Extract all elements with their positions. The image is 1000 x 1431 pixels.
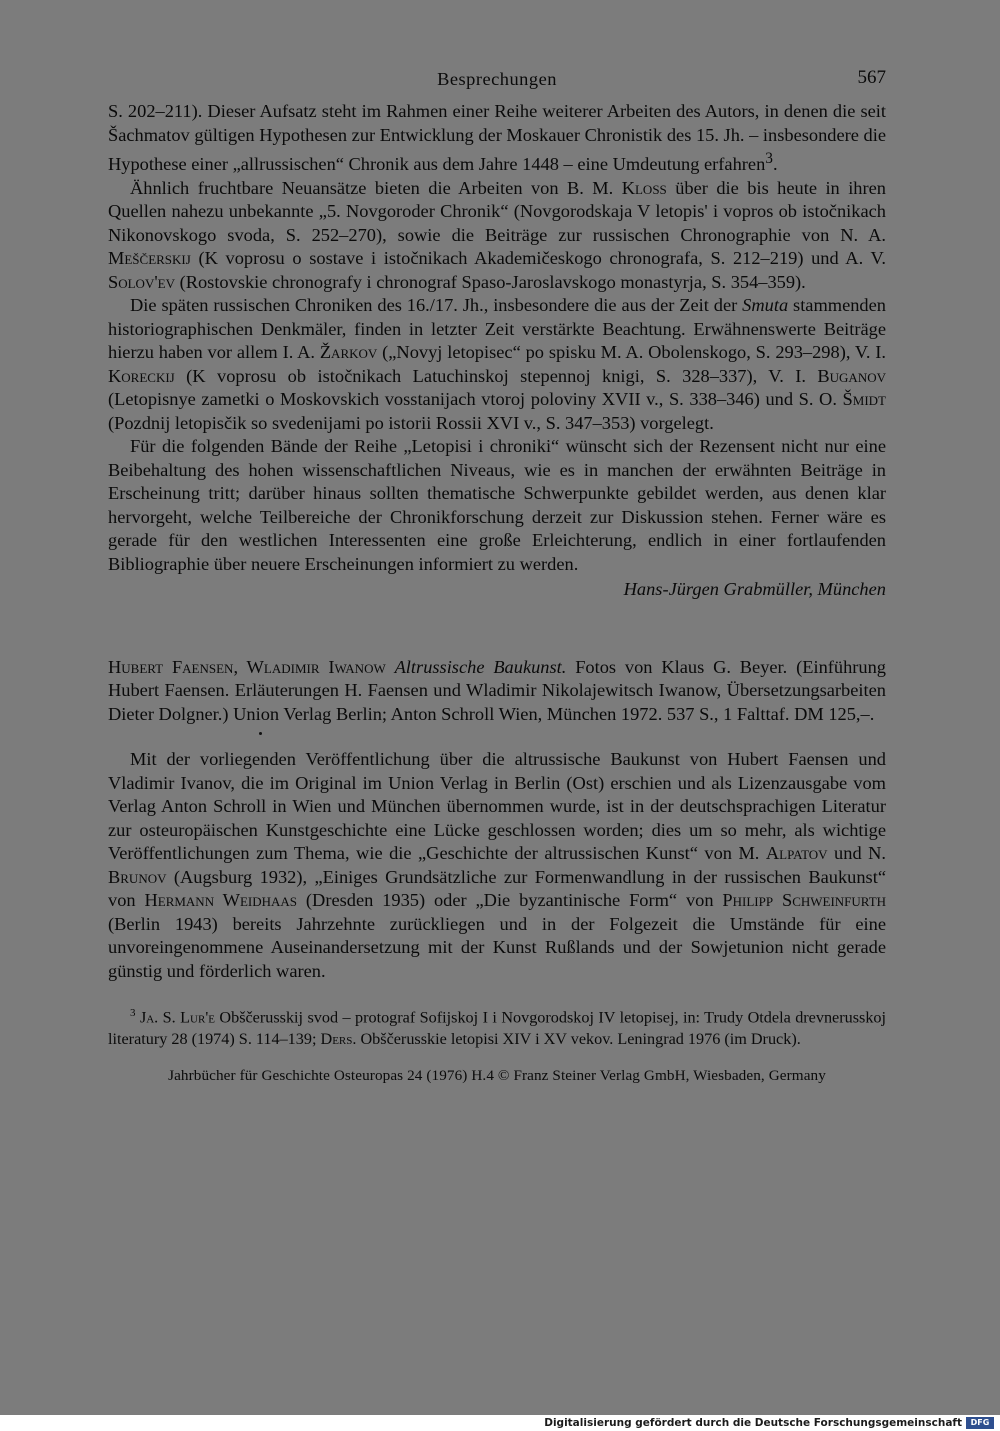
ders-abbrev: Ders.	[320, 1029, 357, 1048]
author-schweinfurth: Philipp Schweinfurth	[722, 890, 887, 911]
scan-speck	[259, 732, 262, 735]
review-citation: Hubert Faensen, Wladimir Iwanow Altrussische Baukunst. Fotos von Klaus G. Beyer. (Einführung Hubert Faensen. Erläuterungen H. Faensen und Wladimir Nikolajewitsch Iwanow, Übersetzungsarbeiten Dieter Dolgner.) Union Verlag Berlin; Anton Schroll Wien, München 1972. 537 S., 1 Falttaf. DM 125,–.	[108, 656, 886, 724]
dfg-credit: Digitalisierung gefördert durch die Deutsche Forschungsgemeinschaft	[544, 1417, 962, 1429]
author-mescerskij: Meščerskij	[108, 248, 191, 269]
reviewer-signature: Hans-Jürgen Grabmüller, München	[623, 579, 886, 600]
author-zarkov: Žarkov	[319, 342, 378, 363]
page-number: 567	[857, 67, 886, 88]
footnote-number: 3	[130, 1007, 136, 1020]
term-smuta: Smuta	[742, 295, 789, 316]
author-koreckij: Koreckij	[108, 365, 175, 386]
author-alpatov: Alpatov	[765, 843, 828, 864]
journal-imprint: Jahrbücher für Geschichte Osteuropas 24 (1976) H.4 © Franz Steiner Verlag GmbH, Wiesbaden, Germany	[168, 1066, 826, 1084]
running-header	[108, 60, 886, 100]
author-buganov: Buganov	[817, 365, 886, 386]
footnote-ref-3[interactable]: 3	[765, 150, 773, 167]
author-kloss: Kloss	[621, 177, 667, 198]
author-brunov: Brunov	[108, 866, 167, 887]
review-authors: Hubert Faensen, Wladimir Iwanow	[108, 656, 386, 677]
paragraph-2: Ähnlich fruchtbare Neuansätze bieten die Arbeiten von B. M. Kloss über die bis heute in ihren Quellen nahezu unbekannte „5. Novgoroder Chronik“ (Novgorodskaja V letopis' i vopros ob istočnikach Nikonovskogo svoda, S. 252–270), sowie die Beiträge zur russischen Chronographie von N. A. Meščerskij (K voprosu o sostave i istočnikach Akademičeskogo chronografa, S. 212–219) und A. V. Solov'ev (Rostovskie chronografy i chronograf Spaso-Jaroslavskogo monastyrja, S. 354–359).	[108, 177, 886, 292]
credit-bar	[0, 1415, 1000, 1431]
header-title: Besprechungen	[437, 69, 557, 89]
paragraph-4: Für die folgenden Bände der Reihe „Letopisi i chroniki“ wünscht sich der Rezensent nicht nur eine Beibehaltung des hohen wissenschaftlichen Niveaus, wie es in manchen der erwähnten Beiträge in Erscheinung tritt; darüber hinaus sollten thematische Schwerpunkte gebildet werden, aus denen klar hervorgeht, welche Teilbereiche der Chronikforschung derzeit zur Diskussion stehen. Ferner wäre es gerade für den westlichen Interessenten eine große Erleichterung, endlich in einer fortlaufenden Bibliographie über neuere Erscheinungen informiert zu werden.	[108, 436, 886, 574]
review-paragraph: Mit der vorliegenden Veröffentlichung über die altrussische Baukunst von Hubert Faensen und Vladimir Ivanov, die im Original im Union Verlag in Berlin (Ost) erschien und als Lizenzausgabe vom Verlag Anton Schroll in Wien und München übernommen wurde, ist in der deutschsprachigen Literatur zur osteuropäischen Kunstgeschichte eine Lücke geschlossen worden; dies um so mehr, als wichtige Veröffentlichungen zum Thema, wie die „Geschichte der altrussischen Kunst“ von M. Alpatov und N. Brunov (Augsburg 1932), „Einiges Grundsätzliche zur Formenwandlung in der russischen Baukunst“ von Hermann Weidhaas (Dresden 1935) oder „Die byzantinische Form“ von Philipp Schweinfurth (Berlin 1943) bereits Jahrzehnte zurückliegen und in der Folgezeit die Umstände für eine unvoreingenommene Auseinandersetzung mit der Kunst Rußlands und der Sowjetunion nicht gerade günstig und förderlich waren.	[108, 749, 887, 981]
author-smidt: Šmidt	[842, 389, 886, 410]
review-book-title: Altrussische Baukunst.	[394, 656, 567, 677]
author-solovev: Solov'ev	[108, 271, 175, 292]
footnote-3: $^3$ Ja. S. Lur'e Obščerusskij svod – protograf Sofijskoj I i Novgorodskoj IV letopisej, in: Trudy Otdela drevnerusskoj literatury 28 (1974) S. 114–139; Ders. Obščerusskie letopisi XIV i XV vekov. Leningrad 1976 (im Druck).	[108, 1007, 887, 1048]
paragraph-1: S. 202–211). Dieser Aufsatz steht im Rahmen einer Reihe weiterer Arbeiten des Autors, in denen die seit Šachmatov gültigen Hypothesen zur Entwicklung der Moskauer Chronistik des 15. Jh. – insbesondere die Hypothese einer „allrussischen“ Chronik aus dem Jahre 1448 – eine Umdeutung erfahren$^3$.	[108, 101, 886, 175]
author-lure: Ja. S. Lur'e	[139, 1008, 215, 1027]
author-weidhaas: Hermann Weidhaas	[144, 890, 298, 911]
page-content	[108, 60, 886, 1087]
paragraph-3: Die späten russischen Chroniken des 16./17. Jh., insbesondere die aus der Zeit der Smuta stammenden historiographischen Denkmäler, finden in letzter Zeit verstärkte Beachtung. Erwähnenswerte Beiträge hierzu haben vor allem I. A. Žarkov („Novyj letopisec“ po spisku M. A. Obolenskogo, S. 293–298), V. I. Koreckij (K voprosu ob istočnikach Latuchinskoj stepennoj knigi, S. 328–337), V. I. Buganov (Letopisnye zametki o Moskovskich vosstanijach vtoroj poloviny XVII v., S. 338–346) und S. O. Šmidt (Pozdnij letopisčik so svedenijami po istorii Rossii XVI v., S. 347–353) vorgelegt.	[108, 295, 886, 433]
dfg-logo-icon[interactable]: DFG	[966, 1417, 994, 1429]
